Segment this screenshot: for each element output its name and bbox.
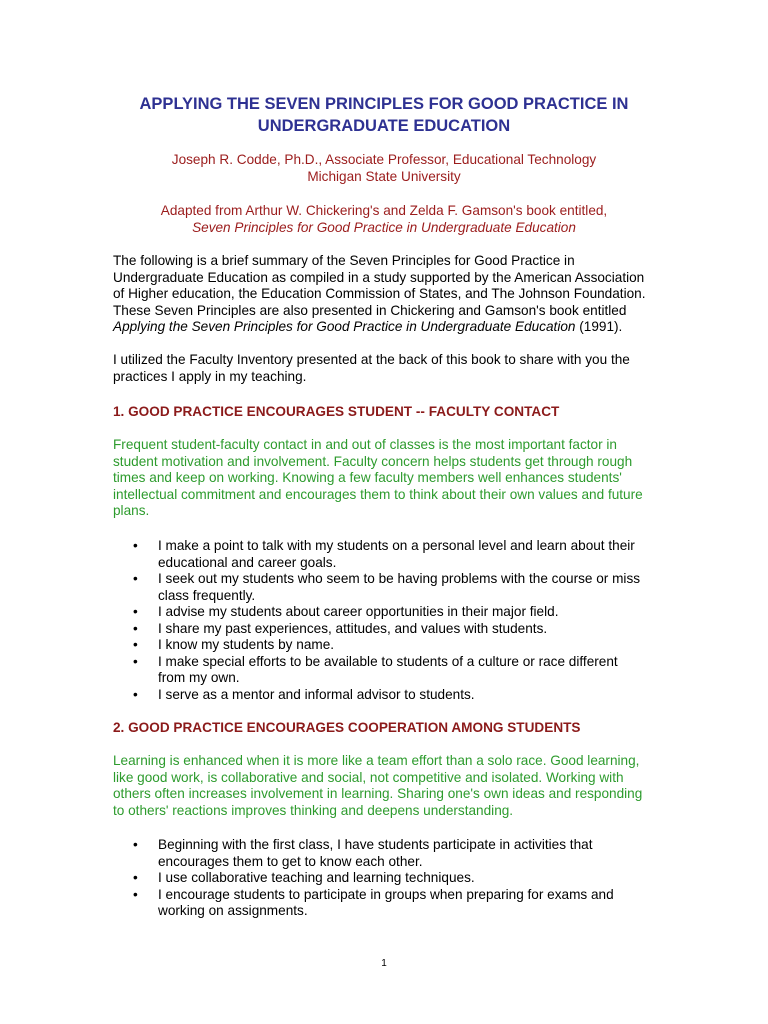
bullet-icon: • xyxy=(133,870,138,885)
paragraph-line: times and keep on working. Knowing a few faculty members well enhances students' xyxy=(113,470,622,485)
list-item-text: I share my past experiences, attitudes, and values with students. xyxy=(158,620,548,636)
bullet-icon: • xyxy=(133,571,138,586)
list-item-text: I make special efforts to be available to students of a culture or race different xyxy=(158,653,618,669)
source-book-title: Seven Principles for Good Practice in Undergraduate Education xyxy=(192,220,576,235)
section-1-bullet-list xyxy=(133,538,658,703)
document-title xyxy=(0,93,768,137)
inventory-line: I utilized the Faculty Inventory presented at the back of this book to share with you the xyxy=(113,352,630,367)
bullet-icon: • xyxy=(133,837,138,852)
list-item xyxy=(133,621,658,638)
section-2-heading: 2. GOOD PRACTICE ENCOURAGES COOPERATION AMONG STUDENTS xyxy=(113,720,581,735)
list-item-text: from my own. xyxy=(158,670,240,685)
paragraph-line: like good work, is collaborative and social, not competitive and isolated. Working with xyxy=(113,769,624,785)
section-1-paragraph xyxy=(113,437,658,520)
bullet-icon: • xyxy=(133,686,138,702)
list-item xyxy=(133,837,658,870)
list-item-text: I encourage students to participate in groups when preparing for exams and xyxy=(158,886,614,902)
bullet-icon: • xyxy=(133,620,138,636)
list-item-text: I make a point to talk with my students on a personal level and learn about their xyxy=(158,538,635,553)
paragraph-line: others often increases involvement in learning. Sharing one's own ideas and responding xyxy=(113,786,643,801)
author-line: Joseph R. Codde, Ph.D., Associate Professor, Educational Technology xyxy=(171,152,597,167)
intro-line: Undergraduate Education as compiled in a study supported by the American Association xyxy=(113,269,645,285)
paragraph-line: Learning is enhanced when it is more like a team effort than a solo race. Good learning, xyxy=(113,753,640,768)
intro-line: The following is a brief summary of the Seven Principles for Good Practice in xyxy=(113,253,575,268)
list-item xyxy=(133,870,658,887)
paragraph-line: Frequent student-faculty contact in and out of classes is the most important factor in xyxy=(113,437,617,452)
intro-line: These Seven Principles are also presented in Chickering and Gamson's book entitled xyxy=(113,302,627,318)
bullet-icon: • xyxy=(133,637,138,652)
list-item-text: educational and career goals. xyxy=(158,554,337,570)
list-item xyxy=(133,887,658,920)
inventory-line: practices I apply in my teaching. xyxy=(113,368,307,384)
intro-book-year: (1991). xyxy=(575,319,623,334)
bullet-icon: • xyxy=(133,604,138,619)
author-block xyxy=(0,151,768,185)
list-item-text: I know my students by name. xyxy=(158,637,335,652)
inventory-paragraph xyxy=(113,352,658,385)
section-1-heading: 1. GOOD PRACTICE ENCOURAGES STUDENT -- FACULTY CONTACT xyxy=(113,404,560,419)
list-item-text: working on assignments. xyxy=(158,903,308,918)
paragraph-line: student motivation and involvement. Faculty concern helps students get through rough xyxy=(113,453,633,469)
intro-paragraph xyxy=(113,253,658,336)
list-item xyxy=(133,571,658,604)
list-item-text: I seek out my students who seem to be having problems with the course or miss xyxy=(158,571,641,586)
bullet-icon: • xyxy=(133,886,138,902)
list-item xyxy=(133,654,658,687)
title-line: APPLYING THE SEVEN PRINCIPLES FOR GOOD PRACTICE IN xyxy=(139,95,629,113)
list-item-text: encourages them to get to know each other. xyxy=(158,853,423,869)
source-note xyxy=(0,202,768,236)
title-line: UNDERGRADUATE EDUCATION xyxy=(257,117,511,135)
paragraph-line: plans. xyxy=(113,503,150,518)
list-item-text: Beginning with the first class, I have students participate in activities that xyxy=(158,837,593,852)
list-item-text: I advise my students about career opportunities in their major field. xyxy=(158,604,559,619)
list-item xyxy=(133,538,658,571)
section-2-paragraph xyxy=(113,753,658,819)
paragraph-line: intellectual commitment and encourages them to think about their own values and future xyxy=(113,486,643,502)
list-item-text: class frequently. xyxy=(158,587,256,603)
page-number: 1 xyxy=(381,958,387,969)
list-item-text: I serve as a mentor and informal advisor to students. xyxy=(158,686,475,702)
affiliation-line: Michigan State University xyxy=(307,169,461,184)
list-item xyxy=(133,687,658,704)
bullet-icon: • xyxy=(133,653,138,669)
intro-book-title: Applying the Seven Principles for Good Practice in Undergraduate Education xyxy=(113,319,576,334)
section-2-bullet-list xyxy=(133,837,658,920)
paragraph-line: to others' reactions improves thinking and deepens understanding. xyxy=(113,802,514,818)
bullet-icon: • xyxy=(133,538,138,553)
intro-line: of Higher education, the Education Commission of States, and The Johnson Foundation. xyxy=(113,286,646,301)
list-item xyxy=(133,604,658,621)
list-item xyxy=(133,637,658,654)
list-item-text: I use collaborative teaching and learning techniques. xyxy=(158,870,475,885)
adapted-line: Adapted from Arthur W. Chickering's and Zelda F. Gamson's book entitled, xyxy=(160,203,608,218)
